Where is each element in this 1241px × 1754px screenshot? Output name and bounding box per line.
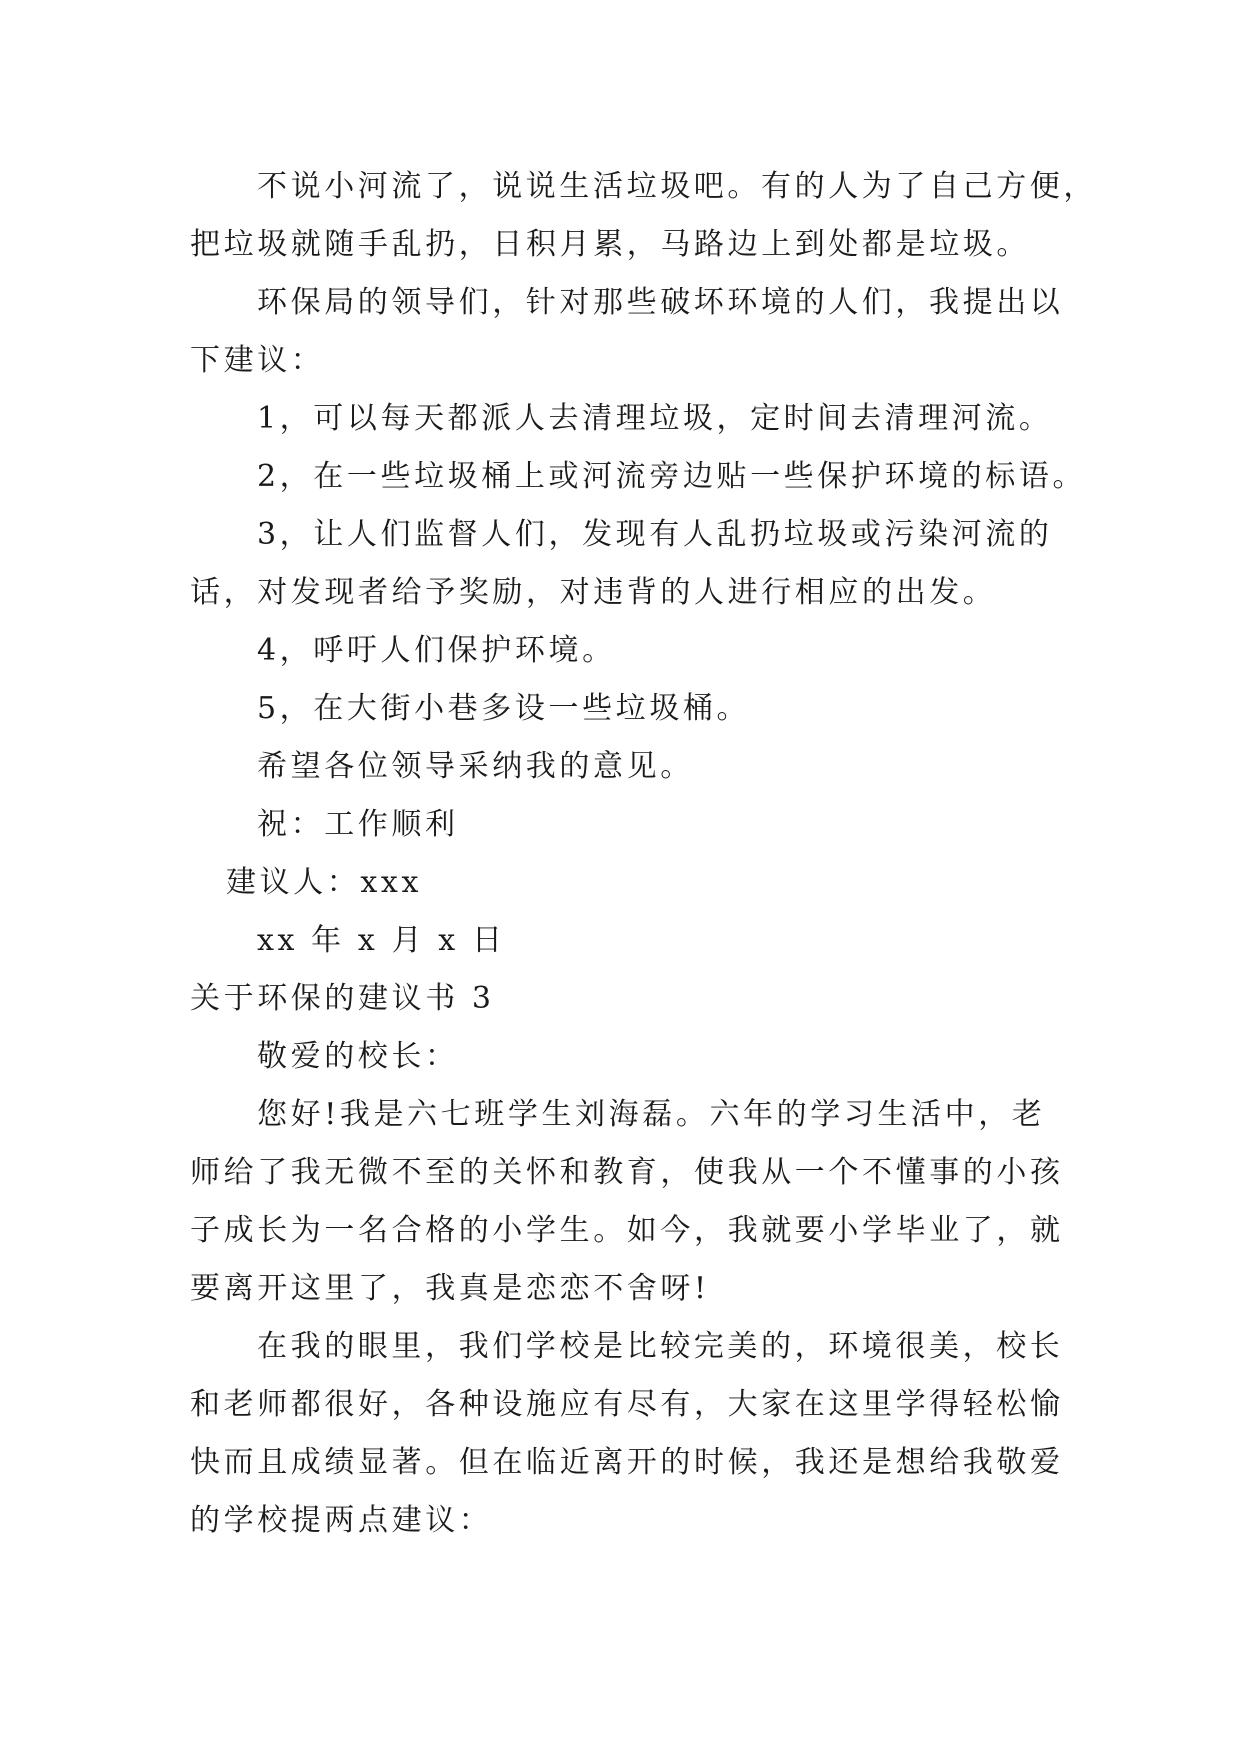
paragraph-line: 和老师都很好，各种设施应有尽有，大家在这里学得轻松愉 — [190, 1387, 1064, 1422]
list-item: 4，呼吁人们保护环境。 — [257, 633, 616, 668]
paragraph-line: 环保局的领导们，针对那些破坏环境的人们，我提出以 — [257, 285, 1064, 320]
list-item: 1，可以每天都派人去清理垃圾，定时间去清理河流。 — [257, 401, 1053, 436]
paragraph-line: 在我的眼里，我们学校是比较完美的，环境很美，校长 — [257, 1329, 1064, 1364]
date-line: xx 年 x 月 x 日 — [257, 923, 506, 958]
paragraph-line: 希望各位领导采纳我的意见。 — [257, 749, 694, 784]
list-item: 5，在大街小巷多设一些垃圾桶。 — [257, 691, 751, 726]
signature-line: 建议人：xxx — [226, 865, 422, 900]
paragraph-line: 师给了我无微不至的关怀和教育，使我从一个不懂事的小孩 — [190, 1155, 1064, 1190]
list-item: 3，让人们监督人们，发现有人乱扔垃圾或污染河流的 — [257, 517, 1053, 552]
paragraph-line: 话，对发现者给予奖励，对违背的人进行相应的出发。 — [190, 575, 997, 610]
paragraph-line: 不说小河流了，说说生活垃圾吧。有的人为了自己方便， — [257, 169, 1097, 204]
section-title: 关于环保的建议书 3 — [190, 981, 495, 1016]
closing-greeting: 祝：工作顺利 — [257, 807, 459, 842]
paragraph-line: 快而且成绩显著。但在临近离开的时候，我还是想给我敬爱 — [190, 1445, 1064, 1480]
paragraph-line: 您好!我是六七班学生刘海磊。六年的学习生活中，老 — [257, 1097, 1046, 1132]
salutation: 敬爱的校长： — [257, 1039, 459, 1074]
list-item: 2，在一些垃圾桶上或河流旁边贴一些保护环境的标语。 — [257, 459, 1087, 494]
paragraph-line: 要离开这里了，我真是恋恋不舍呀! — [190, 1271, 710, 1306]
paragraph-line: 把垃圾就随手乱扔，日积月累，马路边上到处都是垃圾。 — [190, 227, 1030, 262]
paragraph-line: 的学校提两点建议： — [190, 1503, 493, 1538]
paragraph-line: 子成长为一名合格的小学生。如今，我就要小学毕业了，就 — [190, 1213, 1064, 1248]
paragraph-line: 下建议： — [190, 343, 325, 378]
